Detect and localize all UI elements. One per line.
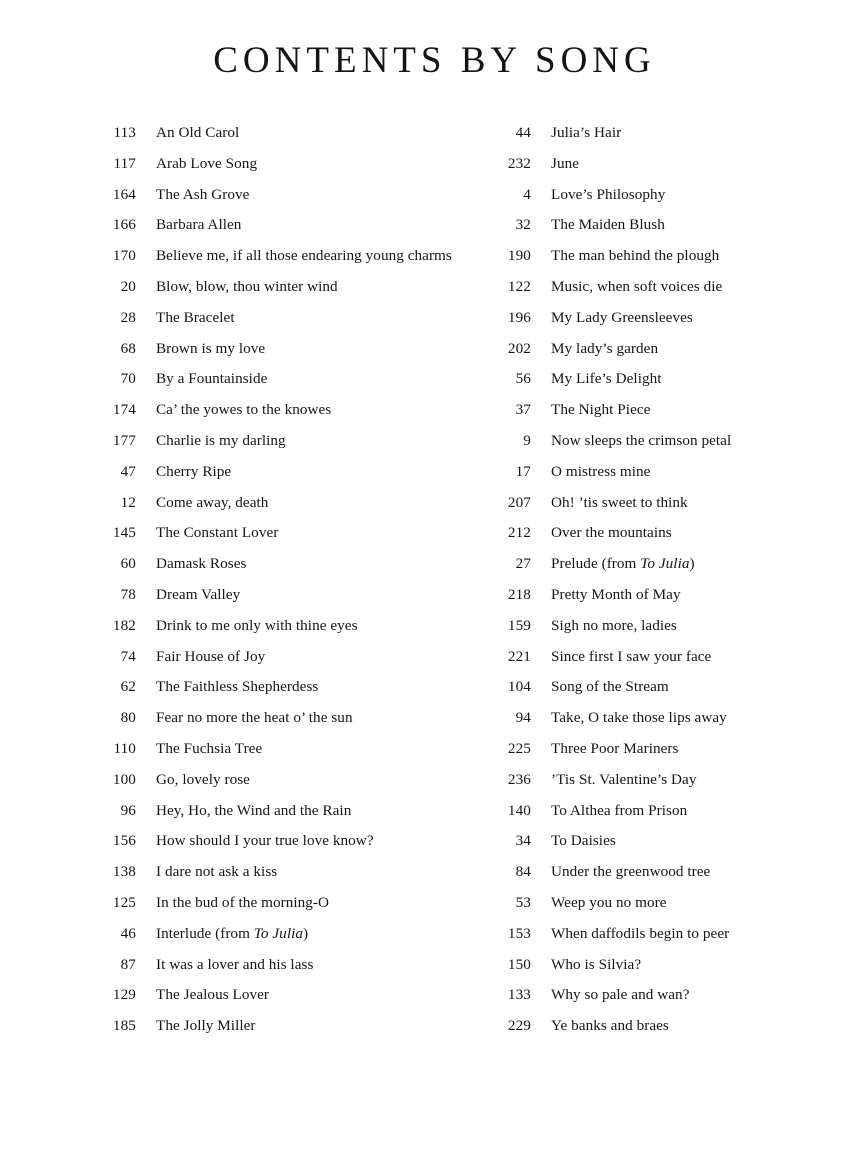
entry-page-number: 84	[515, 863, 531, 881]
entry-song-title: Barbara Allen	[156, 216, 242, 234]
entry-song-title: O mistress mine	[551, 462, 651, 480]
entry-page-number: 202	[507, 339, 531, 357]
contents-entry[interactable]	[103, 488, 468, 519]
contents-entry[interactable]	[498, 149, 828, 180]
contents-entry[interactable]	[103, 549, 468, 580]
contents-entry[interactable]	[103, 980, 468, 1011]
entry-page-number: 113	[113, 124, 136, 141]
entry-song-title: The Maiden Blush	[551, 216, 665, 234]
entry-song-title: Come away, death	[156, 493, 269, 511]
contents-entry[interactable]	[498, 426, 828, 457]
entry-song-title: An Old Carol	[156, 124, 240, 141]
entry-song-title: Dream Valley	[156, 585, 241, 603]
entry-song-title: My lady’s garden	[551, 339, 659, 357]
entry-page-number: 34	[515, 832, 531, 850]
contents-entry[interactable]	[498, 457, 828, 488]
entry-page-number: 53	[515, 893, 531, 911]
page-title: CONTENTS BY SONG	[213, 40, 656, 81]
entry-page-number: 100	[112, 770, 136, 788]
entry-page-number: 207	[507, 493, 531, 511]
contents-entry[interactable]	[103, 149, 468, 180]
contents-entry[interactable]	[498, 672, 828, 703]
entry-song-title: ’Tis St. Valentine’s Day	[551, 770, 697, 788]
entry-song-title: Who is Silvia?	[551, 955, 642, 973]
contents-column-left	[103, 118, 468, 1042]
contents-entry[interactable]	[103, 334, 468, 365]
entry-song-title: Love’s Philosophy	[551, 185, 666, 203]
entry-page-number: 27	[515, 555, 531, 573]
entry-page-number: 122	[507, 277, 531, 295]
entry-song-title: It was a lover and his lass	[156, 955, 314, 973]
contents-entry[interactable]	[498, 364, 828, 395]
contents-entry[interactable]	[103, 395, 468, 426]
entry-song-title: Damask Roses	[156, 555, 247, 573]
entry-song-title: The Ash Grove	[156, 185, 250, 203]
contents-entry[interactable]	[103, 888, 468, 919]
entry-page-number: 174	[112, 401, 136, 419]
entry-page-number: 60	[120, 555, 136, 573]
entry-song-title: Music, when soft voices die	[551, 277, 723, 295]
contents-entry[interactable]	[498, 611, 828, 642]
entry-page-number: 4	[523, 185, 531, 203]
entry-song-title: In the bud of the morning-O	[156, 893, 330, 911]
entry-song-title: Ca’ the yowes to the knowes	[156, 401, 332, 419]
contents-columns	[0, 118, 864, 1042]
entry-song-title: Why so pale and wan?	[551, 986, 690, 1004]
entry-page-number: 20	[120, 277, 136, 295]
contents-entry[interactable]	[498, 642, 828, 673]
entry-song-title: The Bracelet	[156, 308, 235, 326]
entry-page-number: 96	[120, 801, 136, 819]
contents-entry[interactable]	[498, 518, 828, 549]
entry-page-number: 32	[515, 216, 531, 234]
contents-entry[interactable]	[498, 180, 828, 211]
entry-page-number: 117	[113, 154, 136, 172]
contents-entry[interactable]	[103, 580, 468, 611]
contents-entry[interactable]	[103, 857, 468, 888]
entry-song-title: Brown is my love	[156, 339, 266, 357]
entry-page-number: 47	[120, 462, 136, 480]
entry-song-title: The Faithless Shepherdess	[156, 678, 319, 696]
entry-song-title: Julia’s Hair	[551, 124, 622, 141]
entry-song-title: The Night Piece	[551, 401, 651, 419]
entry-page-number: 68	[120, 339, 136, 357]
entry-page-number: 236	[507, 770, 531, 788]
entry-song-title: Oh! ’tis sweet to think	[551, 493, 688, 511]
contents-entry[interactable]	[103, 642, 468, 673]
entry-page-number: 110	[113, 739, 136, 757]
entry-song-title: Pretty Month of May	[551, 585, 681, 603]
entry-page-number: 129	[112, 986, 136, 1004]
contents-entry[interactable]	[103, 826, 468, 857]
entry-page-number: 104	[507, 678, 531, 696]
entry-page-number: 182	[112, 616, 136, 634]
entry-song-title: Weep you no more	[551, 893, 667, 911]
entry-song-title: To Althea from Prison	[551, 801, 688, 819]
entry-page-number: 87	[120, 955, 136, 973]
entry-song-title: Hey, Ho, the Wind and the Rain	[156, 801, 352, 819]
entry-song-title: Take, O take those lips away	[551, 709, 727, 727]
entry-page-number: 221	[507, 647, 531, 665]
entry-page-number: 94	[515, 709, 531, 727]
entry-song-title: Blow, blow, thou winter wind	[156, 277, 338, 295]
contents-entry[interactable]	[498, 919, 828, 950]
entry-page-number: 196	[507, 308, 531, 326]
entry-page-number: 232	[507, 154, 531, 172]
entry-song-title: Arab Love Song	[156, 154, 258, 172]
entry-song-title: The Fuchsia Tree	[156, 739, 263, 757]
contents-entry[interactable]	[498, 241, 828, 272]
entry-page-number: 225	[507, 739, 531, 757]
contents-entry[interactable]	[103, 364, 468, 395]
entry-song-title: Fair House of Joy	[156, 647, 266, 665]
entry-page-number: 44	[515, 124, 531, 141]
contents-entry[interactable]	[498, 980, 828, 1011]
contents-entry[interactable]	[103, 734, 468, 765]
entry-song-title: By a Fountainside	[156, 370, 268, 388]
entry-song-title: Cherry Ripe	[156, 462, 232, 480]
entry-song-title: How should I your true love know?	[156, 832, 374, 850]
entry-title-italic: To Julia	[253, 924, 304, 942]
entry-song-title: June	[551, 154, 580, 172]
entry-song-title: Three Poor Mariners	[551, 739, 679, 757]
contents-entry[interactable]	[103, 765, 468, 796]
contents-entry[interactable]	[498, 303, 828, 334]
entry-song-title: The Jolly Miller	[156, 1017, 256, 1035]
contents-entry[interactable]	[498, 1011, 828, 1042]
entry-page-number: 159	[507, 616, 531, 634]
entry-page-number: 218	[507, 585, 531, 603]
entry-page-number: 37	[515, 401, 531, 419]
contents-entry[interactable]	[498, 549, 828, 580]
entry-page-number: 138	[112, 863, 136, 881]
contents-entry[interactable]	[498, 950, 828, 981]
entry-song-title: Now sleeps the crimson petal	[551, 431, 732, 449]
contents-entry[interactable]	[103, 919, 468, 950]
entry-song-title: Fear no more the heat o’ the sun	[156, 709, 353, 727]
entry-song-title: Interlude (from To Julia)	[156, 924, 309, 942]
entry-page-number: 28	[120, 308, 136, 326]
entry-song-title: I dare not ask a kiss	[156, 863, 278, 881]
contents-entry[interactable]	[103, 272, 468, 303]
entry-page-number: 177	[112, 431, 136, 449]
contents-entry[interactable]	[103, 303, 468, 334]
contents-entry[interactable]	[103, 611, 468, 642]
entry-song-title: The Jealous Lover	[156, 986, 270, 1004]
contents-entry[interactable]	[103, 210, 468, 241]
entry-song-title: Prelude (from To Julia)	[551, 555, 695, 573]
entry-song-title: Charlie is my darling	[156, 431, 286, 449]
entry-page-number: 156	[112, 832, 136, 850]
entry-page-number: 62	[120, 678, 136, 696]
entry-page-number: 140	[507, 801, 531, 819]
entry-song-title: Ye banks and braes	[551, 1017, 669, 1035]
entry-page-number: 9	[523, 431, 531, 449]
entry-song-title: Over the mountains	[551, 524, 672, 542]
contents-entry[interactable]	[498, 826, 828, 857]
entry-page-number: 125	[112, 893, 136, 911]
contents-entry[interactable]	[498, 796, 828, 827]
contents-entry[interactable]	[103, 672, 468, 703]
contents-entry[interactable]	[498, 857, 828, 888]
contents-entry[interactable]	[498, 395, 828, 426]
contents-entry[interactable]	[498, 272, 828, 303]
entry-title-italic: To Julia	[640, 555, 690, 573]
contents-entry[interactable]	[103, 426, 468, 457]
entry-song-title: Go, lovely rose	[156, 770, 250, 788]
contents-column-right	[498, 118, 828, 1042]
entry-song-title: Since first I saw your face	[551, 647, 712, 665]
contents-entry[interactable]	[498, 580, 828, 611]
entry-page-number: 150	[507, 955, 531, 973]
entry-song-title: When daffodils begin to peer	[551, 924, 730, 942]
contents-entry[interactable]	[103, 457, 468, 488]
entry-page-number: 56	[515, 370, 531, 388]
entry-song-title: The man behind the plough	[551, 247, 720, 265]
entry-song-title: Song of the Stream	[551, 678, 669, 696]
entry-page-number: 166	[112, 216, 136, 234]
contents-entry[interactable]	[498, 765, 828, 796]
entry-page-number: 212	[507, 524, 531, 542]
entry-song-title: My Life’s Delight	[551, 370, 662, 388]
entry-page-number: 74	[120, 647, 136, 665]
contents-entry[interactable]	[103, 703, 468, 734]
entry-song-title: Sigh no more, ladies	[551, 616, 677, 634]
contents-entry[interactable]	[498, 888, 828, 919]
entry-page-number: 70	[120, 370, 136, 388]
entry-page-number: 170	[112, 247, 136, 265]
entry-page-number: 145	[112, 524, 136, 542]
entry-page-number: 133	[507, 986, 531, 1004]
entry-page-number: 185	[112, 1017, 136, 1035]
entry-song-title: Under the greenwood tree	[551, 863, 711, 881]
entry-page-number: 12	[120, 493, 136, 511]
entry-song-title: The Constant Lover	[156, 524, 279, 542]
entry-song-title: Drink to me only with thine eyes	[156, 616, 358, 634]
contents-entry[interactable]	[498, 118, 828, 149]
contents-entry[interactable]	[103, 180, 468, 211]
contents-entry[interactable]	[498, 703, 828, 734]
contents-entry[interactable]	[103, 1011, 468, 1042]
entry-song-title: My Lady Greensleeves	[551, 308, 693, 326]
entry-page-number: 80	[120, 709, 136, 727]
contents-entry[interactable]	[498, 734, 828, 765]
entry-page-number: 78	[120, 585, 136, 603]
entry-page-number: 229	[507, 1017, 531, 1035]
contents-entry[interactable]	[498, 334, 828, 365]
entry-song-title: Believe me, if all those endearing young charms	[156, 247, 452, 265]
contents-entry[interactable]	[498, 210, 828, 241]
entry-page-number: 190	[507, 247, 531, 265]
contents-entry[interactable]	[498, 488, 828, 519]
contents-entry[interactable]	[103, 796, 468, 827]
entry-page-number: 46	[120, 924, 136, 942]
entry-page-number: 153	[507, 924, 531, 942]
entry-page-number: 17	[515, 462, 531, 480]
contents-entry[interactable]	[103, 118, 468, 149]
entry-song-title: To Daisies	[551, 832, 616, 850]
contents-entry[interactable]	[103, 950, 468, 981]
contents-entry[interactable]	[103, 241, 468, 272]
entry-page-number: 164	[112, 185, 136, 203]
contents-entry[interactable]	[103, 518, 468, 549]
